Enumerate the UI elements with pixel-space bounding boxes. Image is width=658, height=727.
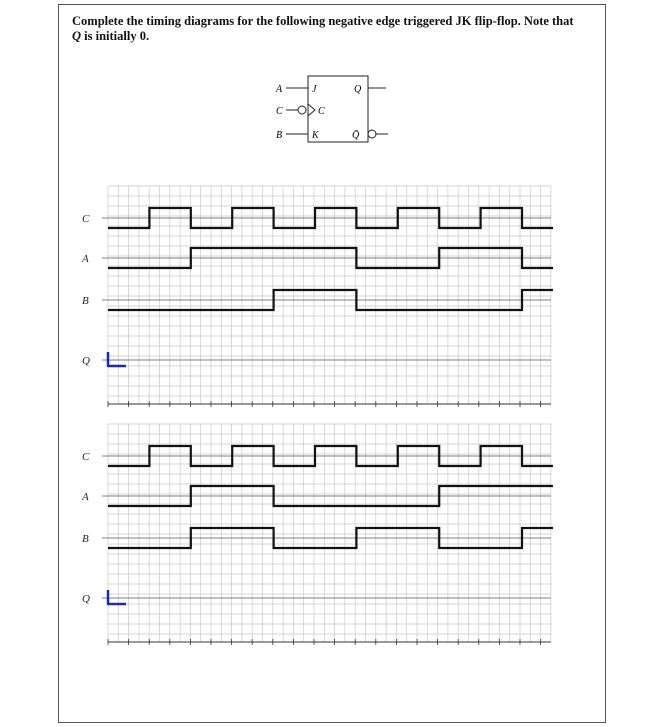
signal-label-c: C [82,213,90,225]
grid [108,186,551,404]
signal-label-b: B [82,295,89,307]
prompt-q-symbol: Q [72,29,82,43]
signal-label-a: A [82,253,89,265]
signal-label-a: A [82,491,89,503]
signal-label-q: Q [82,355,90,367]
qbar-bubble-icon [368,130,376,138]
schematic-input-a: A [276,84,283,95]
negation-bubble-icon [298,106,306,114]
schematic-input-c: C [276,106,283,117]
pin-k-label: K [312,130,319,141]
problem-statement [72,14,592,44]
clock-triangle-icon [308,104,315,116]
signal-label-b: B [82,533,89,545]
signal-label-q: Q [82,593,90,605]
timing-diagram-2 [60,420,560,650]
grid [108,424,551,642]
output-qbar-label: Q̄ [352,130,360,141]
jk-flip-flop-schematic [268,72,408,152]
pin-j-label: J [312,84,317,95]
schematic-input-b: B [276,130,283,141]
prompt-line-1: Complete the timing diagrams for the following negative edge triggered JK flip-flop. Note that [72,14,574,28]
output-q-label: Q [354,84,362,95]
pin-c-label: C [318,106,325,117]
timing-diagram-1 [60,182,560,412]
prompt-line-2: is initially 0. [81,29,150,43]
signal-label-c: C [82,451,90,463]
